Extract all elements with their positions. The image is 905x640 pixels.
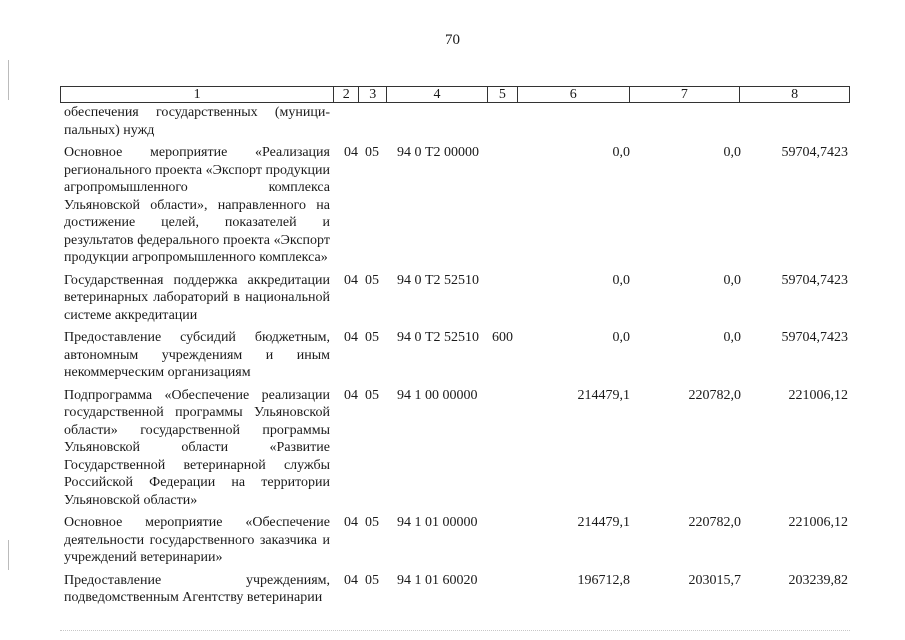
- row-section: 04: [344, 515, 358, 530]
- row-value-6: 0,0: [612, 145, 630, 160]
- row-name: Основное мероприятие «Реализация регионального проекта «Экспорт продукции агропромышленного комплекса Ульяновской области», направленного на достижение целей, показателей и результатов федерального проекта «Экспорт продукции агропромышленного комплекса»: [64, 145, 330, 265]
- row-target-article: 94 1 01 60020: [397, 572, 478, 588]
- row-value-6: 196712,8: [577, 572, 630, 588]
- row-target-article: 94 0 Т2 52510: [397, 330, 480, 345]
- row-value-7: 0,0: [723, 145, 741, 160]
- row-section: 04: [344, 572, 358, 588]
- row-target-article: 94 0 Т2 00000: [397, 145, 480, 160]
- scan-edge-mark: [8, 540, 9, 570]
- row-name: Государственная поддержка аккредитации ветеринарных лабораторий в национальной системе аккредитации: [64, 272, 330, 323]
- table-row: [60, 272, 850, 325]
- row-value-8: 59704,7423: [781, 145, 848, 160]
- row-value-6: 0,0: [612, 272, 630, 288]
- row-target-article: 94 1 01 00000: [397, 515, 478, 530]
- row-subsection: 05: [365, 515, 379, 530]
- row-subsection: 05: [365, 387, 379, 403]
- row-value-7: 0,0: [723, 272, 741, 288]
- row-name: Подпрограмма «Обеспечение реализации государственной программы Ульяновской области» государственной программы Ульяновской области «Развитие Государственной ветеринарной службы Российской Федерации на территории Ульяновской области»: [64, 387, 330, 508]
- header-cell-8: 8: [791, 87, 799, 102]
- row-value-8: 203239,82: [788, 572, 848, 588]
- row-value-6: 0,0: [612, 330, 630, 345]
- row-value-8: 59704,7423: [781, 272, 848, 288]
- row-target-article: 94 0 Т2 52510: [397, 272, 480, 288]
- header-cell-3: 3: [359, 87, 387, 102]
- row-target-article: 94 1 00 00000: [397, 387, 478, 403]
- row-subsection: [359, 104, 387, 139]
- row-section: [334, 104, 359, 139]
- row-value-7: [630, 104, 741, 139]
- row-section: 04: [344, 330, 358, 345]
- row-expense-type: [488, 272, 518, 325]
- table-row: [60, 572, 850, 607]
- table-row: [60, 104, 850, 139]
- row-expense-type: [488, 514, 518, 567]
- row-value-7: 0,0: [723, 330, 741, 345]
- row-expense-type: [488, 104, 518, 139]
- row-value-6: 214479,1: [577, 387, 630, 403]
- row-value-7: 220782,0: [688, 515, 741, 530]
- row-value-8: 59704,7423: [781, 330, 848, 345]
- row-subsection: 05: [365, 572, 379, 588]
- row-expense-type: [488, 144, 518, 267]
- table-row: [60, 514, 850, 567]
- row-value-8: [741, 104, 850, 139]
- row-section: 04: [344, 272, 358, 288]
- header-cell-7: 7: [630, 87, 741, 102]
- header-cell-1: 1: [61, 87, 334, 102]
- row-section: 04: [344, 145, 358, 160]
- row-name: обеспечения государственных (муници-пальных) нужд: [64, 105, 330, 138]
- row-value-8: 221006,12: [788, 515, 848, 530]
- table-row: [60, 329, 850, 382]
- table-row: [60, 387, 850, 510]
- header-cell-5: 5: [488, 87, 518, 102]
- table-row: [60, 144, 850, 267]
- row-expense-type: [488, 572, 518, 607]
- row-name: Предоставление учреждениям, подведомственным Агентству ветеринарии: [64, 572, 330, 605]
- row-value-6: 214479,1: [577, 515, 630, 530]
- header-cell-6: 6: [518, 87, 630, 102]
- header-cell-4: 4: [387, 87, 488, 102]
- scan-edge-mark: [8, 60, 9, 100]
- row-value-7: 220782,0: [688, 387, 741, 403]
- row-name: Предоставление субсидий бюджетным, автономным учреждениям и иным некоммерческим организациям: [64, 330, 330, 380]
- table-header-row: [60, 86, 850, 103]
- row-subsection: 05: [365, 145, 379, 160]
- row-target-article: [387, 104, 488, 139]
- row-value-6: [518, 104, 630, 139]
- row-value-8: 221006,12: [788, 387, 848, 403]
- table-body: [60, 104, 850, 607]
- scan-artifact-line: [60, 630, 850, 632]
- row-name: Основное мероприятие «Обеспечение деятельности государственного заказчика и учреждений ветеринарии»: [64, 515, 330, 565]
- row-value-7: 203015,7: [688, 572, 741, 588]
- row-subsection: 05: [365, 330, 379, 345]
- row-section: 04: [344, 387, 358, 403]
- row-subsection: 05: [365, 272, 379, 288]
- header-cell-2: 2: [334, 87, 359, 102]
- row-expense-type: [488, 387, 518, 510]
- page-number: 70: [445, 32, 460, 48]
- row-expense-type: 600: [492, 330, 513, 345]
